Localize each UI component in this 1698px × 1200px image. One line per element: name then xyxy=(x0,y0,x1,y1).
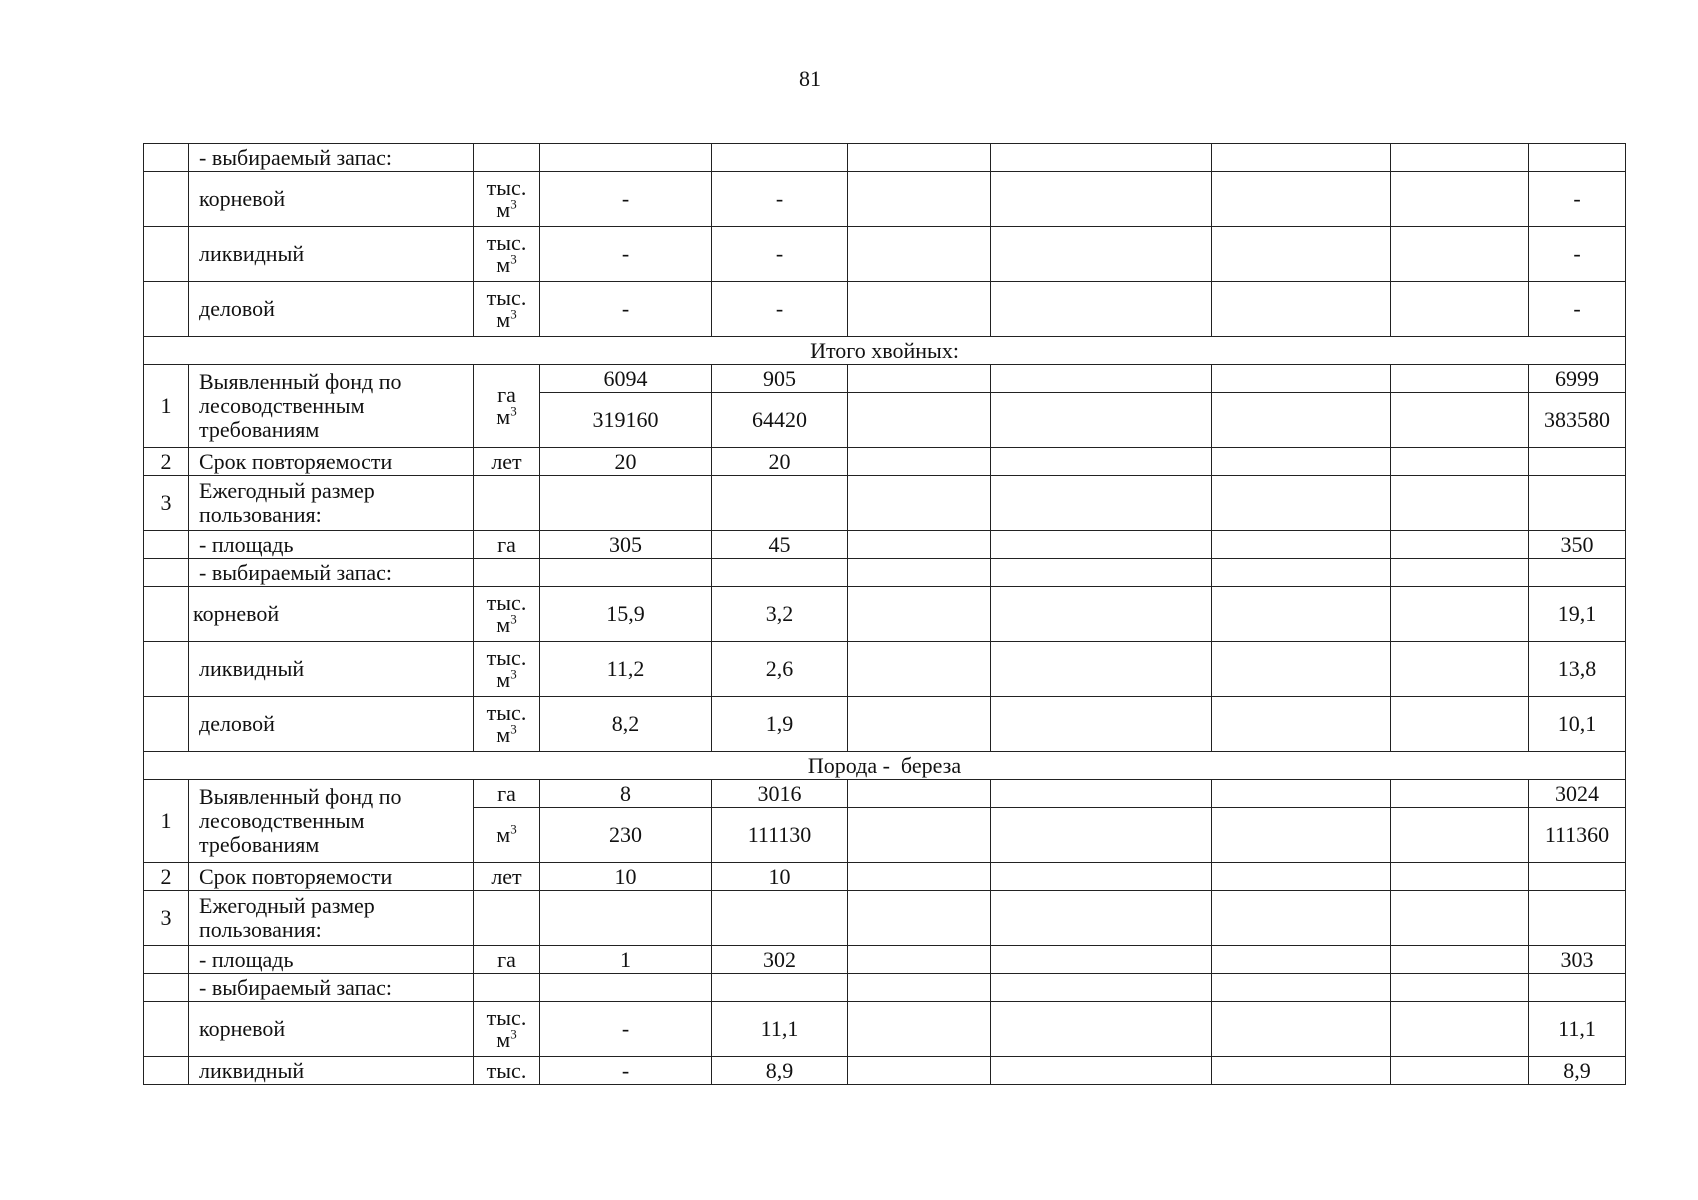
page-number: 81 xyxy=(799,66,821,91)
row-label: ликвидный xyxy=(189,642,474,697)
table-row xyxy=(144,946,1626,974)
value-cell: - xyxy=(540,1057,712,1085)
unit-cell: тыс. $м^3$ xyxy=(474,697,540,752)
value-cell: 3,2 xyxy=(712,587,848,642)
table-row xyxy=(144,448,1626,476)
row-label: Срок повторяемости xyxy=(189,863,474,891)
value-cell: 64420 xyxy=(712,393,848,448)
value-cell: 305 xyxy=(540,531,712,559)
row-label: - площадь xyxy=(189,531,474,559)
row-label: Срок повторяемости xyxy=(189,448,474,476)
row-label: - площадь xyxy=(189,946,474,974)
total-cell: 11,1 xyxy=(1529,1002,1626,1057)
unit-cell: лет xyxy=(474,863,540,891)
total-cell: 19,1 xyxy=(1529,587,1626,642)
value-cell: 2,6 xyxy=(712,642,848,697)
unit-cell: тыс. $м^3$ xyxy=(474,587,540,642)
value-cell: - xyxy=(540,1002,712,1057)
row-label: корневой xyxy=(189,587,474,642)
table-row xyxy=(144,144,1626,172)
section-header-conifers xyxy=(144,337,1626,365)
unit-cell: га $м^3$ xyxy=(474,365,540,448)
value-cell: 230 xyxy=(540,808,712,863)
table-row xyxy=(144,531,1626,559)
table-row xyxy=(144,476,1626,531)
value-cell: 11,1 xyxy=(712,1002,848,1057)
total-cell: - xyxy=(1529,282,1626,337)
table-row xyxy=(144,559,1626,587)
forest-use-table xyxy=(143,143,1626,1085)
total-cell: 6999 xyxy=(1529,365,1626,393)
row-label: Выявленный фонд по лесоводственным требованиям xyxy=(189,780,474,863)
value-cell: 10 xyxy=(540,863,712,891)
unit-cell: тыс. $м^3$ xyxy=(474,1002,540,1057)
unit-cell: $м^3$ xyxy=(474,808,540,863)
value-cell: 11,2 xyxy=(540,642,712,697)
value-cell: 8,9 xyxy=(712,1057,848,1085)
value-cell: - xyxy=(712,227,848,282)
row-number: 2 xyxy=(144,448,189,476)
section-title: Порода - береза xyxy=(144,752,1626,780)
value-cell: 20 xyxy=(712,448,848,476)
row-number: 3 xyxy=(144,891,189,946)
section-header-birch xyxy=(144,752,1626,780)
value-cell: 20 xyxy=(540,448,712,476)
table-row xyxy=(144,172,1626,227)
value-cell: 905 xyxy=(712,365,848,393)
value-cell: - xyxy=(712,172,848,227)
total-cell: 3024 xyxy=(1529,780,1626,808)
value-cell: 15,9 xyxy=(540,587,712,642)
row-label: Ежегодный размер пользования: xyxy=(189,891,474,946)
value-cell: - xyxy=(540,172,712,227)
row-label: - выбираемый запас: xyxy=(189,559,474,587)
row-number: 1 xyxy=(144,780,189,863)
value-cell: 302 xyxy=(712,946,848,974)
row-label: Ежегодный размер пользования: xyxy=(189,476,474,531)
table-row xyxy=(144,974,1626,1002)
total-cell: 13,8 xyxy=(1529,642,1626,697)
row-label: - выбираемый запас: xyxy=(189,974,474,1002)
total-cell: 111360 xyxy=(1529,808,1626,863)
total-cell: 383580 xyxy=(1529,393,1626,448)
unit-cell: га xyxy=(474,780,540,808)
table-row xyxy=(144,1002,1626,1057)
table-row xyxy=(144,891,1626,946)
table-row xyxy=(144,282,1626,337)
value-cell: 1,9 xyxy=(712,697,848,752)
value-cell: - xyxy=(712,282,848,337)
row-number: 1 xyxy=(144,365,189,448)
value-cell: 319160 xyxy=(540,393,712,448)
unit-cell: га xyxy=(474,946,540,974)
unit-cell: га xyxy=(474,531,540,559)
table-row xyxy=(144,697,1626,752)
value-cell: 3016 xyxy=(712,780,848,808)
table-row xyxy=(144,587,1626,642)
table-row xyxy=(144,227,1626,282)
value-cell: 111130 xyxy=(712,808,848,863)
value-cell: - xyxy=(540,227,712,282)
unit-cell: тыс. $м^3$ xyxy=(474,227,540,282)
value-cell: 8,2 xyxy=(540,697,712,752)
row-label: корневой xyxy=(189,1002,474,1057)
section-title: Итого хвойных: xyxy=(144,337,1626,365)
table-row xyxy=(144,642,1626,697)
unit-cell: тыс. $м^3$ xyxy=(474,642,540,697)
total-cell: - xyxy=(1529,172,1626,227)
total-cell: 10,1 xyxy=(1529,697,1626,752)
total-cell: 350 xyxy=(1529,531,1626,559)
row-label: корневой xyxy=(189,172,474,227)
row-label: деловой xyxy=(189,697,474,752)
value-cell: 1 xyxy=(540,946,712,974)
row-number: 2 xyxy=(144,863,189,891)
row-number: 3 xyxy=(144,476,189,531)
row-label: ликвидный xyxy=(189,227,474,282)
unit-cell: тыс. xyxy=(474,1057,540,1085)
unit-cell: тыс. $м^3$ xyxy=(474,282,540,337)
value-cell: 6094 xyxy=(540,365,712,393)
unit-cell: лет xyxy=(474,448,540,476)
row-label: - выбираемый запас: xyxy=(189,144,474,172)
value-cell: 45 xyxy=(712,531,848,559)
row-label: Выявленный фонд по лесоводственным требованиям xyxy=(189,365,474,448)
unit-cell: тыс. $м^3$ xyxy=(474,172,540,227)
total-cell: - xyxy=(1529,227,1626,282)
table-row xyxy=(144,1057,1626,1085)
row-label: ликвидный xyxy=(189,1057,474,1085)
table-row xyxy=(144,365,1626,393)
table-row xyxy=(144,780,1626,808)
total-cell: 8,9 xyxy=(1529,1057,1626,1085)
total-cell: 303 xyxy=(1529,946,1626,974)
value-cell: 8 xyxy=(540,780,712,808)
value-cell: 10 xyxy=(712,863,848,891)
table-row xyxy=(144,863,1626,891)
row-label: деловой xyxy=(189,282,474,337)
value-cell: - xyxy=(540,282,712,337)
